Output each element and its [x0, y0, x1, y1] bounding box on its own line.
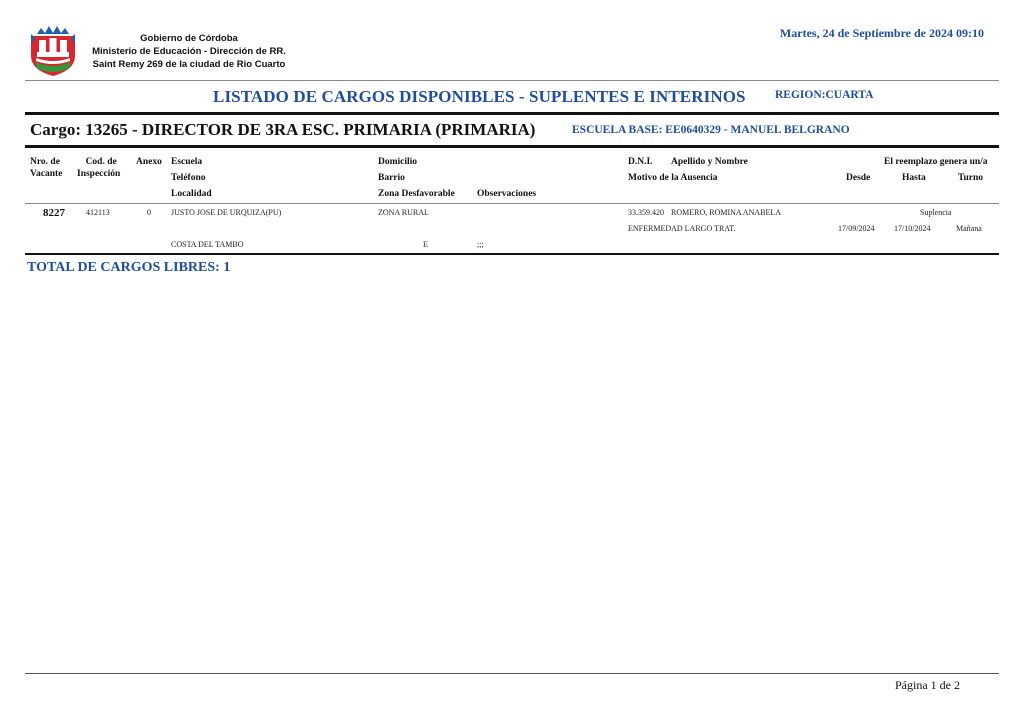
region-label: REGION:CUARTA: [775, 89, 874, 101]
col-motivo-ausencia: Motivo de la Ausencia: [628, 173, 718, 183]
report-title: LISTADO DE CARGOS DISPONIBLES - SUPLENTES E INTERINOS: [213, 87, 746, 106]
col-desde: Desde: [846, 173, 871, 183]
col-localidad: Localidad: [171, 189, 212, 199]
institution-line-address: Saint Remy 269 de la ciudad de Rio Cuarto: [92, 59, 286, 70]
row-cod-inspeccion: 412113: [86, 208, 110, 217]
col-cod-inspeccion: [77, 156, 120, 180]
row-tipo-reemplazo: Suplencia: [920, 208, 952, 217]
report-datetime: Martes, 24 de Septiembre de 2024 09:10: [779, 26, 984, 40]
row-domicilio: ZONA RURAL: [378, 208, 429, 217]
col-turno: Turno: [958, 173, 983, 183]
row-anexo: 0: [147, 208, 151, 217]
col-barrio: Barrio: [378, 173, 405, 183]
col-escuela: Escuela: [171, 157, 203, 167]
col-nro-vacante-line2: Vacante: [30, 169, 63, 179]
col-apellido-nombre: Apellido y Nombre: [671, 157, 748, 167]
row-localidad: COSTA DEL TAMBO: [171, 240, 244, 249]
col-cod-inspeccion-line1: Cod. de: [85, 157, 117, 167]
row-observaciones: ;;;: [477, 240, 484, 249]
row-escuela: JUSTO JOSE DE URQUIZA(PU): [171, 208, 282, 217]
col-reemplazo: El reemplazo genera un/a: [884, 157, 988, 167]
row-turno: Mañana: [956, 224, 982, 233]
col-telefono: Teléfono: [171, 173, 206, 183]
institution-block: [84, 32, 294, 71]
col-dni: D.N.I.: [628, 157, 653, 167]
institution-line-government: Gobierno de Córdoba: [140, 33, 238, 44]
escuela-base-label: ESCUELA BASE: EE0640329 - MANUEL BELGRANO: [572, 124, 850, 136]
row-motivo: ENFERMEDAD LARGO TRAT.: [628, 224, 736, 233]
divider-table-end: [25, 253, 999, 255]
cordoba-coat-of-arms-icon: [27, 24, 79, 78]
divider-top: [25, 80, 999, 81]
col-cod-inspeccion-line2: Inspección: [77, 169, 121, 179]
page-number: Página 1 de 2: [895, 678, 960, 692]
divider-header: [25, 203, 999, 204]
col-zona-desfavorable: Zona Desfavorable: [378, 189, 455, 199]
divider-footer: [25, 673, 999, 674]
col-anexo: Anexo: [136, 157, 162, 167]
total-cargos-libres: TOTAL DE CARGOS LIBRES: 1: [27, 260, 231, 275]
row-hasta: 17/10/2024: [894, 224, 931, 233]
divider-cargo: [25, 145, 999, 148]
col-nro-vacante-line1: Nro. de: [30, 157, 60, 167]
cargo-label: Cargo: 13265 - DIRECTOR DE 3RA ESC. PRIMARIA (PRIMARIA): [30, 120, 536, 139]
row-apellido-nombre: ROMERO, ROMINA ANABELA: [671, 208, 782, 217]
col-observaciones: Observaciones: [477, 189, 537, 199]
col-hasta: Hasta: [902, 173, 926, 183]
institution-line-ministry: Ministerio de Educación - Dirección de RR.: [92, 46, 286, 57]
row-zona: E: [423, 240, 428, 249]
row-dni: 33.359.420: [628, 208, 664, 217]
divider-title: [25, 112, 999, 115]
col-domicilio: Domicilio: [378, 157, 418, 167]
col-nro-vacante: [30, 156, 62, 180]
row-vacante: 8227: [43, 207, 65, 219]
row-desde: 17/09/2024: [838, 224, 875, 233]
